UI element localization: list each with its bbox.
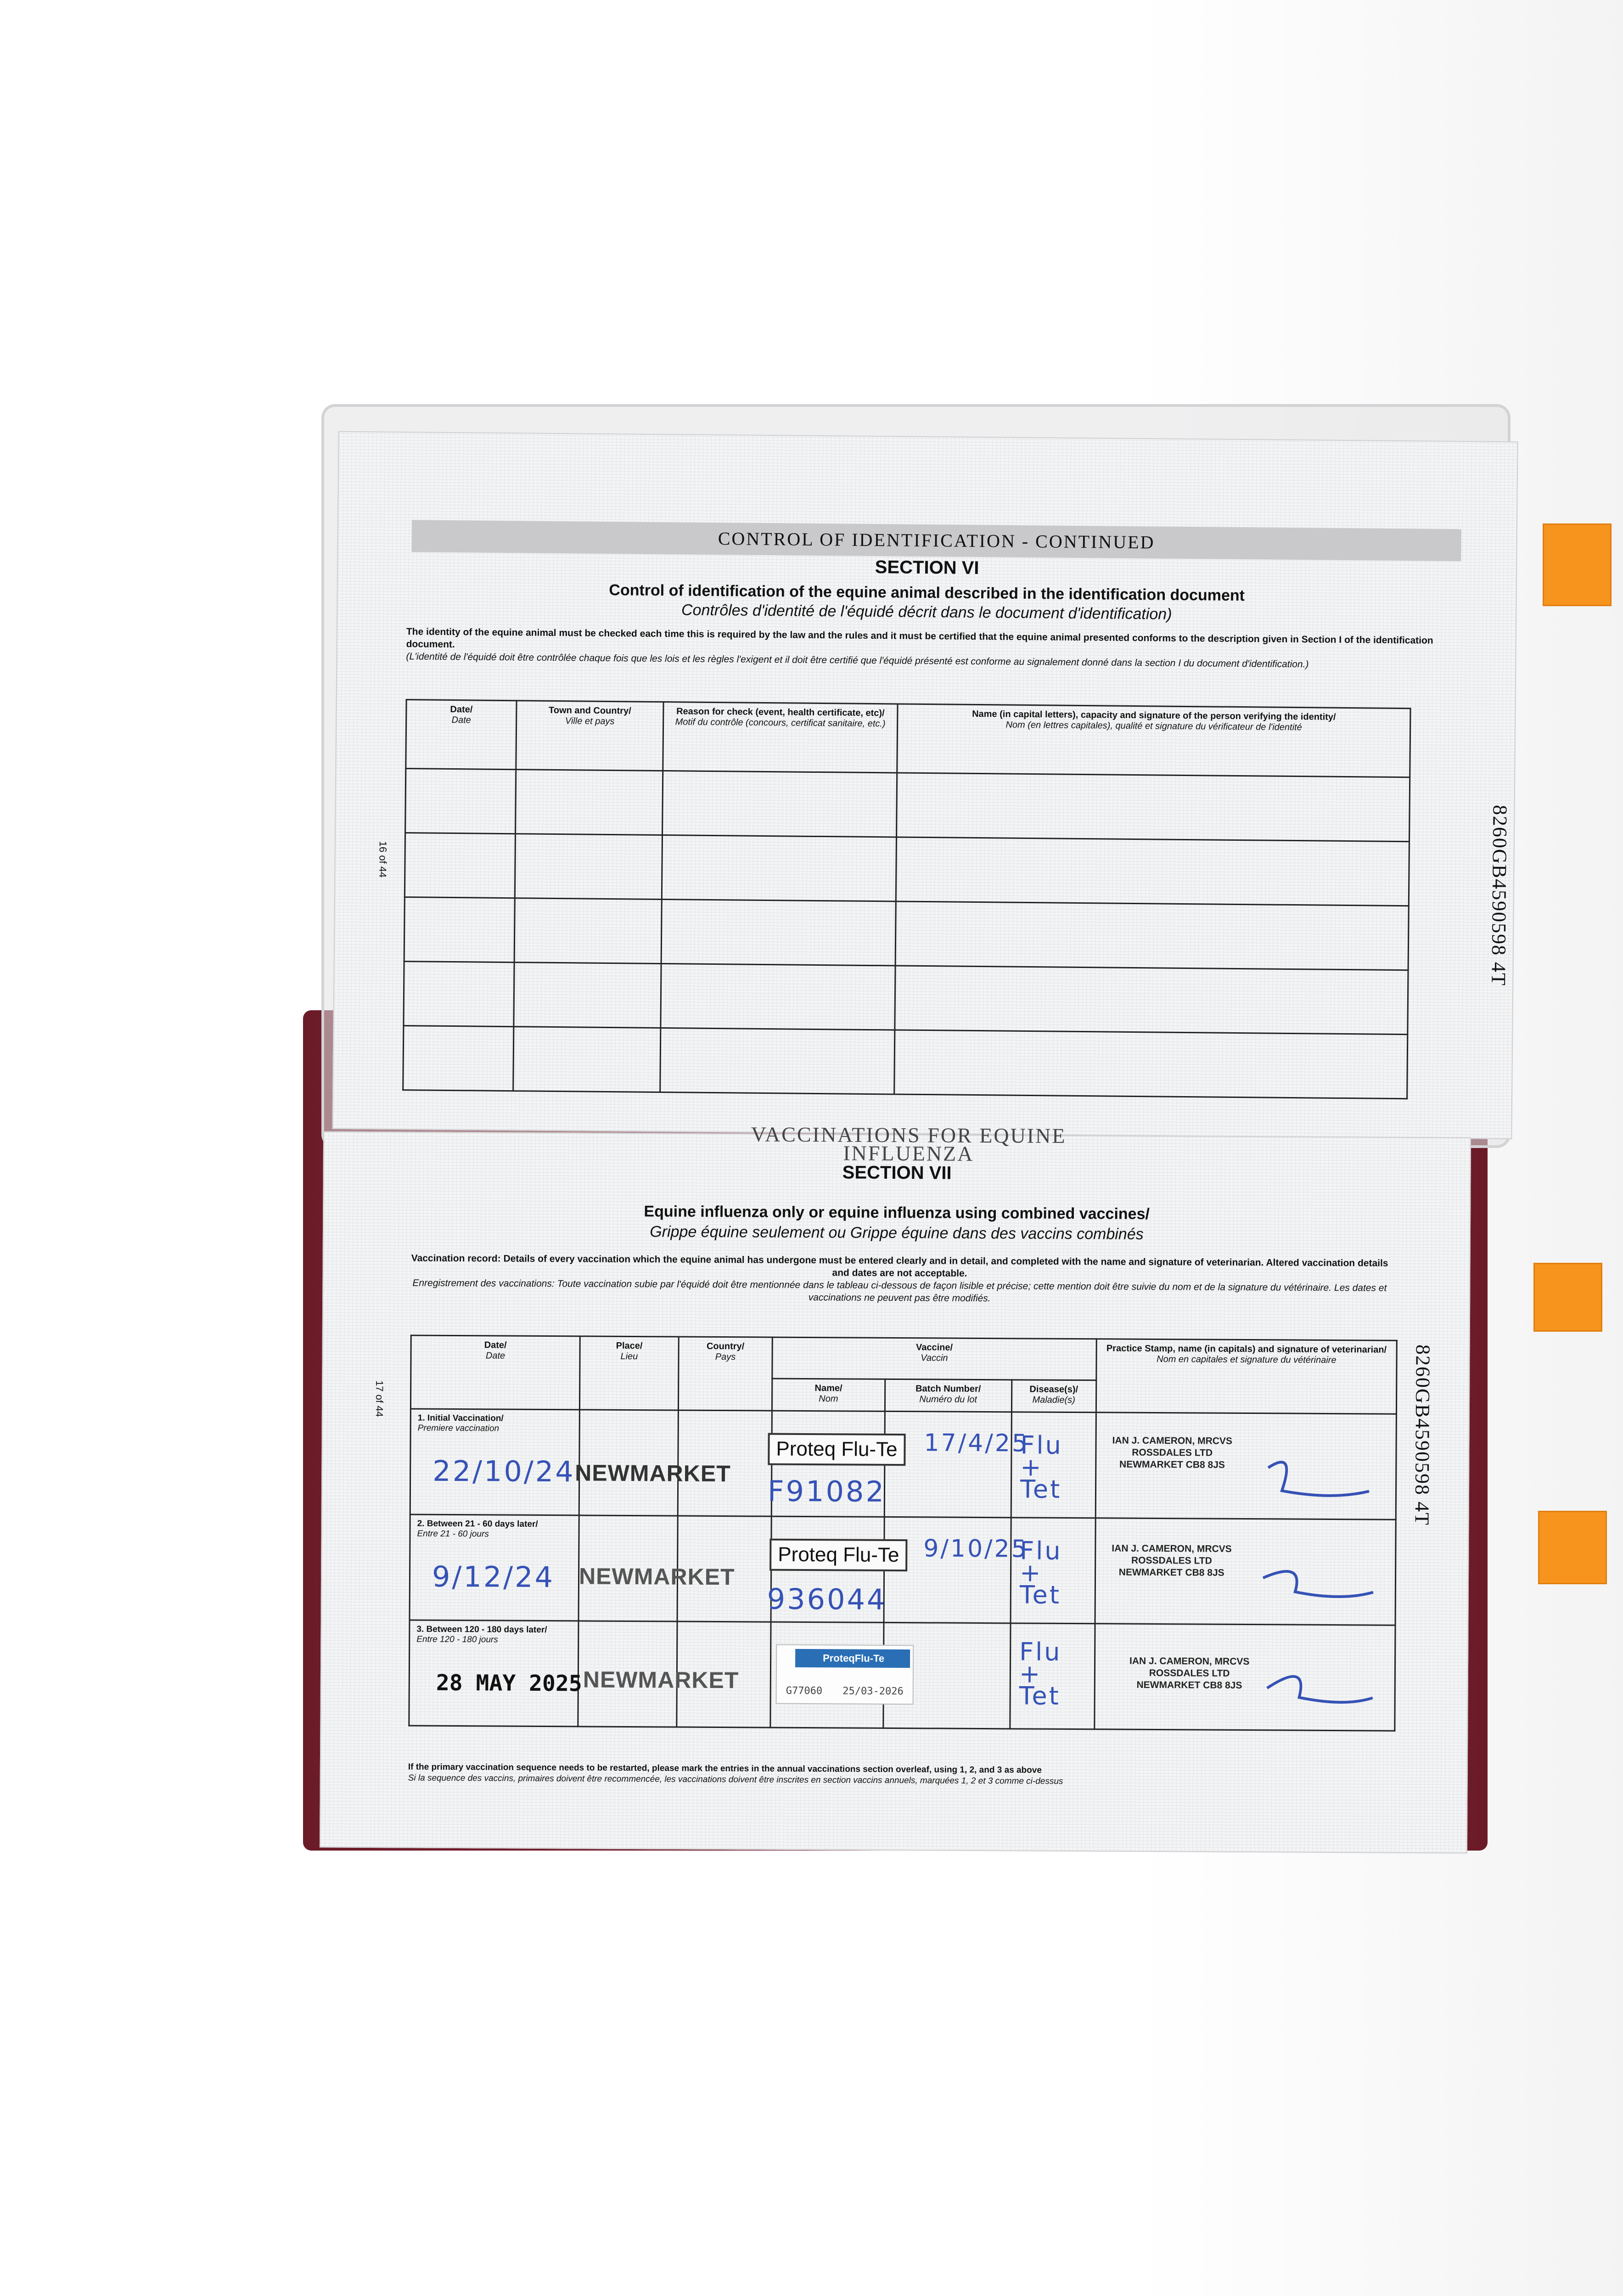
- col-practice-stamp: Practice Stamp, name (in capitals) and signature of veterinarian/ Nom en capitales et signature du vétérinaire: [1096, 1339, 1397, 1414]
- date-stamp: 28 MAY 2025: [436, 1670, 582, 1697]
- intro-text: [406, 625, 1449, 672]
- handwritten-date: 9/12/24: [432, 1559, 555, 1594]
- sticker-product-name: ProteqFlu-Te: [795, 1649, 910, 1668]
- vet-signatures: [1239, 1440, 1378, 1716]
- col-vaccine: Vaccine/ Vaccin: [772, 1337, 1096, 1380]
- handwritten-expiry: 17/4/25: [924, 1429, 1029, 1458]
- col-date: Date/ Date: [406, 700, 517, 770]
- row-label: 3. Between 120 - 180 days later/ Entre 120 - 180 jours: [409, 1620, 578, 1727]
- record-text-fr: Enregistrement des vaccinations: Toute vaccination subie par l'équidé doit être mentionnée dans le tableau ci-dessous de façon lisible et précise; cette mention doit être suivie du nom et de la signature du vétérinaire. Les dates et vaccinations ne peuvent pas être modifiés.: [412, 1277, 1387, 1304]
- identity-check-table: [402, 699, 1411, 1099]
- col-date: Date/ Date: [410, 1335, 580, 1410]
- row-label: 1. Initial Vaccination/ Premiere vaccination: [410, 1409, 579, 1515]
- vet-stamp: IAN J. CAMERON, MRCVS ROSSDALES LTD NEWMARKET CB8 8JS: [1129, 1655, 1250, 1691]
- footnote-fr: Si la sequence des vaccins, primaires doivent être recommencée, les vaccinations doivent être inscrites en section vaccins annuels, marquées 1, 2 et 3 comme ci-dessus: [408, 1773, 1063, 1786]
- section-band: VACCINATIONS FOR EQUINE INFLUENZA: [751, 1122, 1067, 1165]
- handwritten-expiry: 9/10/25: [923, 1535, 1028, 1563]
- col-place: Place/ Lieu: [579, 1336, 679, 1410]
- col-reason: Reason for check (event, health certificate, etc)/ Motif du contrôle (concours, certificat sanitaire, etc.): [663, 702, 898, 773]
- handwritten-disease: Flu + Tet: [1019, 1637, 1062, 1711]
- page-tab-marker: [1543, 523, 1612, 606]
- section-title: Control of identification of the equine animal described in the identification document: [609, 581, 1245, 605]
- intro-text-fr: (L'identité de l'équidé doit être contrôlée chaque fois que les lois et les règles l'exigent et il doit être certifié que l'équidé présenté est conforme au signalement donné dans la section I du document d'identification.): [406, 651, 1309, 670]
- page-number: 17 of 44: [373, 1380, 386, 1417]
- col-disease: Disease(s)/ Maladie(s): [1011, 1380, 1096, 1412]
- vaccine-name-stamp: Proteq Flu-Te: [769, 1539, 907, 1572]
- footnote-en: If the primary vaccination sequence needs to be restarted, please mark the entries in the annual vaccinations section overleaf, using 1, 2, and 3 as above: [408, 1762, 1042, 1775]
- table-row: [404, 962, 1408, 1035]
- record-text-en: Vaccination record: Details of every vaccination which the equine animal has undergone must be entered clearly and in detail, and completed with the name and signature of veterinarian. Altered vaccination details and dates are not acceptable.: [411, 1253, 1388, 1279]
- col-batch-number: Batch Number/ Numéro du lot: [885, 1379, 1011, 1412]
- section-title-fr: Grippe équine seulement ou Grippe équine dans des vaccins combinés: [650, 1223, 1144, 1243]
- passport-number: 8260GB4590598 4T: [1410, 1344, 1434, 1526]
- row-label: 2. Between 21 - 60 days later/ Entre 21 - 60 jours: [410, 1514, 579, 1621]
- handwritten-batch: 936044: [767, 1582, 887, 1616]
- table-row: [405, 769, 1410, 842]
- table-row: [404, 897, 1409, 970]
- section-heading: SECTION VII: [842, 1162, 952, 1183]
- sticker-expiry: 25/03-2026: [842, 1685, 904, 1698]
- place-stamp: NEWMARKET: [578, 1563, 735, 1590]
- handwritten-disease: Flu + Tet: [1020, 1430, 1063, 1504]
- col-vaccine-name: Name/ Nom: [772, 1379, 885, 1411]
- section-band: CONTROL OF IDENTIFICATION - CONTINUED: [411, 520, 1461, 561]
- page-number: 16 of 44: [377, 841, 389, 878]
- vet-stamp: IAN J. CAMERON, MRCVS ROSSDALES LTD NEWMARKET CB8 8JS: [1112, 1435, 1233, 1470]
- col-town-country: Town and Country/ Ville et pays: [516, 701, 663, 771]
- intro-text-en: The identity of the equine animal must be checked each time this is required by the law and the rules and it must be certified that the equine animal presented conforms to the description given in Section I of the identification document.: [406, 626, 1433, 650]
- place-stamp: NEWMARKET: [583, 1666, 739, 1694]
- record-text: [406, 1252, 1393, 1306]
- section-title-fr: Contrôles d'identité de l'équidé décrit dans le document d'identification): [681, 601, 1172, 623]
- col-verifier: Name (in capital letters), capacity and signature of the person verifying the identity/ Nom (en lettres capitales), qualité et signature du vérificateur de l'identité: [897, 704, 1410, 777]
- vet-stamp: IAN J. CAMERON, MRCVS ROSSDALES LTD NEWMARKET CB8 8JS: [1112, 1543, 1232, 1578]
- place-stamp: NEWMARKET: [575, 1460, 731, 1487]
- vaccine-name-stamp: Proteq Flu-Te: [768, 1433, 905, 1466]
- handwritten-disease: Flu + Tet: [1019, 1536, 1062, 1609]
- page-tab-marker: [1533, 1263, 1602, 1332]
- page-17: [320, 1122, 1471, 1853]
- section-title: Equine influenza only or equine influenza using combined vaccines/: [644, 1203, 1150, 1223]
- sticker-batch: G77060: [786, 1685, 823, 1697]
- col-country: Country/ Pays: [678, 1337, 772, 1411]
- section-heading: SECTION VI: [875, 557, 979, 579]
- vaccine-batch-sticker: [776, 1644, 914, 1705]
- handwritten-date: 22/10/24: [432, 1454, 575, 1489]
- footnote: [408, 1761, 1395, 1789]
- page-tab-marker: [1538, 1511, 1607, 1584]
- page-16: [332, 431, 1518, 1139]
- table-row: [403, 1026, 1408, 1099]
- table-row: [404, 833, 1409, 906]
- handwritten-batch: F91082: [767, 1474, 886, 1508]
- passport-number: 8260GB4590598 4T: [1487, 805, 1511, 987]
